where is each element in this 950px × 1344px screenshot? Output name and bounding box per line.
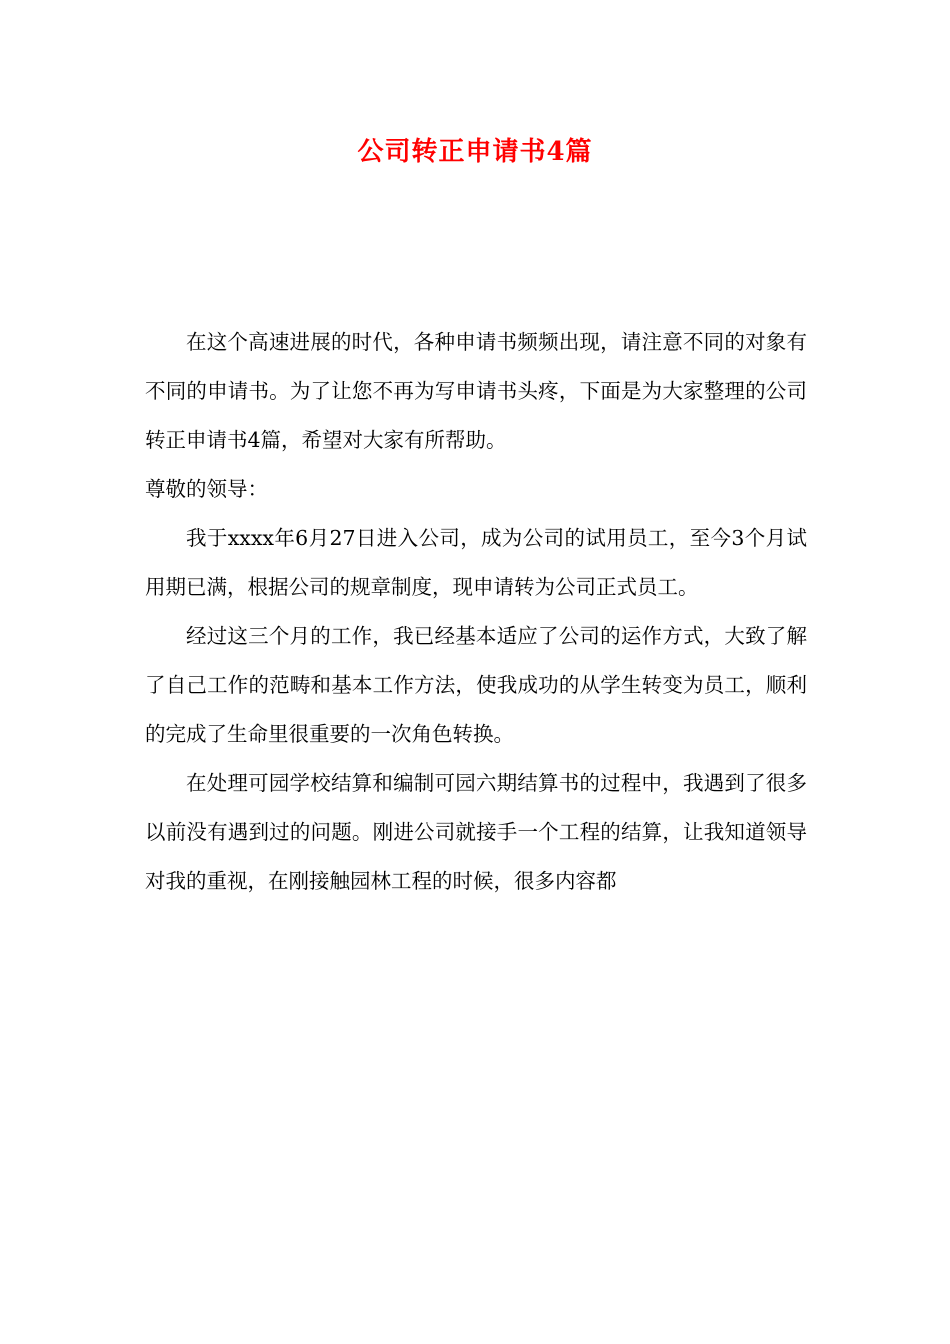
body-paragraph-1: 我于xxxx年6月27日进入公司，成为公司的试用员工，至今3个月试用期已满，根据公司的规章制度，现申请转为公司正式员工。 xyxy=(145,526,807,599)
intro-paragraph: 在这个高速进展的时代，各种申请书频频出现，请注意不同的对象有不同的申请书。为了让您不再为写申请书头疼，下面是为大家整理的公司转正申请书4篇，希望对大家有所帮助。 xyxy=(145,330,807,452)
body-paragraph-3: 在处理可园学校结算和编制可园六期结算书的过程中，我遇到了很多以前没有遇到过的问题。刚进公司就接手一个工程的结算，让我知道领导对我的重视，在刚接触园林工程的时候，很多内容都 xyxy=(145,771,807,893)
document-title: 公司转正申请书4篇 xyxy=(357,137,593,167)
body-paragraph-2: 经过这三个月的工作，我已经基本适应了公司的运作方式，大致了解了自己工作的范畴和基本工作方法，使我成功的从学生转变为员工，顺利的完成了生命里很重要的一次角色转换。 xyxy=(145,624,807,746)
document-body xyxy=(145,318,807,906)
salutation: 尊敬的领导： xyxy=(145,477,268,501)
